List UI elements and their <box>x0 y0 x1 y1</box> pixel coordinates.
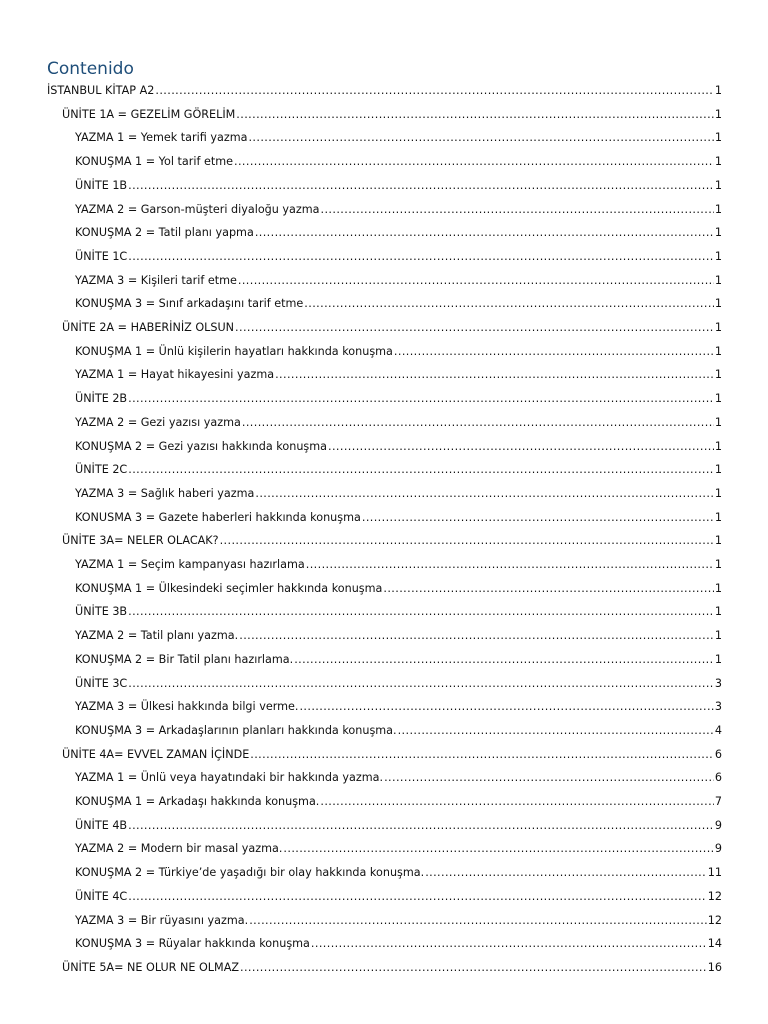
toc-entry[interactable] <box>62 104 722 126</box>
toc-entry-title: ÜNİTE 4C <box>75 889 128 903</box>
toc-page-number: 1 <box>714 439 722 453</box>
toc-page-number: 3 <box>714 676 722 690</box>
toc-entry-title: KONUŞMA 1 = Yol tarif etme <box>75 155 234 169</box>
toc-page-number: 1 <box>714 226 722 240</box>
toc-dot-leader <box>362 507 714 529</box>
toc-page-number: 9 <box>714 818 722 832</box>
toc-page-number: 1 <box>714 273 722 287</box>
toc-entry-title: ÜNİTE 4A= EVVEL ZAMAN İÇİNDE <box>62 747 250 761</box>
toc-entry[interactable] <box>75 767 722 789</box>
toc-page-number: 1 <box>714 534 722 548</box>
toc-entry-title: KONUŞMA 1 = Arkadaşı hakkında konuşma. <box>75 795 320 808</box>
toc-page-number: 1 <box>714 178 722 192</box>
toc-entry[interactable] <box>75 364 722 386</box>
toc-page-number: 9 <box>714 842 722 856</box>
toc-page-number: 1 <box>714 605 722 619</box>
toc-entry-title: KONUŞMA 2 = Gezi yazısı hakkında konuşma <box>75 439 327 453</box>
toc-entry-title: YAZMA 3 = Bir rüyasını yazma. <box>75 913 249 927</box>
toc-page-number: 1 <box>714 558 722 571</box>
toc-entry-title: YAZMA 3 = Ülkesi hakkında bilgi verme. <box>75 700 299 714</box>
toc-dot-leader <box>128 175 714 197</box>
toc-page-number: 14 <box>707 937 722 951</box>
toc-entry[interactable] <box>62 957 722 979</box>
toc-entry-title: İSTANBUL KİTAP A2 <box>47 84 155 97</box>
toc-page-number: 12 <box>707 889 722 903</box>
toc-entry[interactable] <box>75 862 722 884</box>
toc-entry[interactable] <box>75 436 722 458</box>
toc-entry[interactable] <box>75 933 722 955</box>
toc-dot-leader <box>306 554 714 576</box>
toc-entry[interactable] <box>75 791 722 813</box>
toc-dot-leader <box>383 578 713 600</box>
toc-entry-title: KONUŞMA 1 = Ülkesindeki seçimler hakkında konuşma <box>75 581 383 595</box>
toc-dot-leader <box>275 364 714 386</box>
toc-entry[interactable] <box>75 199 722 221</box>
toc-page-number: 1 <box>714 297 722 311</box>
toc-page-number: 1 <box>714 344 722 358</box>
toc-entry-title: ÜNİTE 2C <box>75 463 128 477</box>
toc-dot-leader <box>250 744 714 766</box>
toc-entry-title: KONUŞMA 2 = Tatil planı yapma <box>75 226 254 240</box>
toc-heading: Contenido <box>47 59 134 79</box>
toc-dot-leader <box>238 270 714 292</box>
toc-dot-leader <box>248 127 713 149</box>
toc-dot-leader <box>234 151 714 173</box>
toc-page-number: 1 <box>714 652 722 666</box>
toc-entry[interactable] <box>75 554 722 576</box>
toc-dot-leader <box>294 649 714 671</box>
toc-entry-title: ÜNİTE 5A= NE OLUR NE OLMAZ <box>62 960 240 974</box>
toc-dot-leader <box>128 246 714 268</box>
toc-page-number: 16 <box>707 960 722 974</box>
toc-entry-title: ÜNİTE 2A = HABERİNİZ OLSUN <box>62 321 235 334</box>
toc-page-number: 1 <box>714 581 722 595</box>
toc-dot-leader <box>398 720 714 742</box>
toc-entry-title: YAZMA 3 = Sağlık haberi yazma <box>75 486 255 500</box>
toc-dot-leader <box>242 412 714 434</box>
toc-entry[interactable] <box>75 910 722 932</box>
toc-dot-leader <box>255 222 714 244</box>
toc-entry[interactable] <box>62 317 722 339</box>
toc-dot-leader <box>311 933 707 955</box>
toc-page-number: 1 <box>714 107 722 121</box>
toc-page-number: 1 <box>714 249 722 263</box>
toc-entry-title: ÜNİTE 4B <box>75 818 128 832</box>
toc-entry-title: KONUSMA 3 = Gazete haberleri hakkında konuşma <box>75 510 361 524</box>
toc-page-number: 4 <box>714 723 722 737</box>
toc-page-number: 12 <box>707 913 722 927</box>
toc-entry[interactable] <box>75 222 722 244</box>
toc-dot-leader <box>239 625 714 647</box>
toc-page-number: 1 <box>714 155 722 169</box>
toc-entry[interactable] <box>62 530 722 552</box>
toc-entry-title: KONUŞMA 3 = Sınıf arkadaşını tarif etme <box>75 297 304 311</box>
toc-entry[interactable] <box>75 459 722 481</box>
toc-entry-title: ÜNİTE 1A = GEZELİM GÖRELİM <box>62 107 236 121</box>
toc-dot-leader <box>255 483 714 505</box>
toc-entry-title: YAZMA 3 = Kişileri tarif etme <box>75 273 237 287</box>
toc-entry[interactable] <box>75 483 722 505</box>
toc-entry[interactable] <box>75 151 722 173</box>
toc-page-number: 1 <box>714 629 722 643</box>
toc-dot-leader <box>235 317 714 339</box>
toc-dot-leader <box>128 601 714 623</box>
toc-entry-title: YAZMA 1 = Ünlü veya hayatındaki bir hakkında yazma. <box>75 771 384 785</box>
toc-dot-leader <box>220 530 714 552</box>
toc-entry[interactable] <box>75 815 722 837</box>
toc-entry[interactable] <box>75 696 722 718</box>
toc-entry[interactable] <box>75 246 722 268</box>
toc-entry-title: KONUŞMA 1 = Ünlü kişilerin hayatları hakkında konuşma <box>75 344 393 358</box>
toc-entry-title: KONUŞMA 2 = Bir Tatil planı hazırlama. <box>75 652 294 666</box>
toc-dot-leader <box>128 673 714 695</box>
toc-entry[interactable] <box>75 388 722 410</box>
toc-entry-title: YAZMA 1 = Seçim kampanyası hazırlama <box>75 558 305 571</box>
toc-dot-leader <box>240 957 707 979</box>
toc-page-number: 3 <box>714 700 722 714</box>
toc-entry-title: YAZMA 2 = Tatil planı yazma. <box>75 629 239 643</box>
toc-page-number: 1 <box>714 84 722 97</box>
toc-entry-title: ÜNİTE 3A= NELER OLACAK? <box>62 534 219 548</box>
toc-dot-leader <box>299 696 713 718</box>
toc-page-number: 7 <box>714 795 722 808</box>
toc-entry[interactable] <box>75 601 722 623</box>
toc-entry-title: KONUŞMA 2 = Türkiye’de yaşadığı bir olay hakkında konuşma. <box>75 866 425 880</box>
toc-dot-leader <box>128 459 714 481</box>
toc-page-number: 1 <box>714 321 722 334</box>
toc-dot-leader <box>249 910 707 932</box>
toc-entry[interactable] <box>75 578 722 600</box>
toc-entry-title: YAZMA 1 = Hayat hikayesini yazma <box>75 368 275 382</box>
toc-entry-title: ÜNİTE 1C <box>75 249 128 263</box>
toc-entry[interactable] <box>75 838 722 860</box>
toc-page-number: 1 <box>714 368 722 382</box>
toc-entry-title: ÜNİTE 1B <box>75 178 128 192</box>
toc-entry[interactable] <box>47 80 722 102</box>
toc-dot-leader <box>425 862 707 884</box>
toc-entry-title: YAZMA 2 = Gezi yazısı yazma <box>75 415 241 429</box>
toc-dot-leader <box>128 886 707 908</box>
toc-page-number: 1 <box>714 486 722 500</box>
toc-dot-leader <box>283 838 713 860</box>
toc-entry-title: YAZMA 2 = Garson-müşteri diyaloğu yazma <box>75 202 320 216</box>
toc-dot-leader <box>321 199 714 221</box>
toc-entry[interactable] <box>75 127 722 149</box>
toc-entry[interactable] <box>75 507 722 529</box>
toc-dot-leader <box>384 767 714 789</box>
toc-page-number: 1 <box>714 202 722 216</box>
toc-entry-title: KONUŞMA 3 = Rüyalar hakkında konuşma <box>75 937 310 951</box>
toc-entry[interactable] <box>75 175 722 197</box>
toc-page-number: 6 <box>714 771 722 785</box>
toc-entry[interactable] <box>75 341 722 363</box>
toc-dot-leader <box>320 791 714 813</box>
toc-entry[interactable] <box>75 720 722 742</box>
toc-entry-title: KONUŞMA 3 = Arkadaşlarının planları hakkında konuşma. <box>75 723 397 737</box>
toc-dot-leader <box>328 436 714 458</box>
toc-dot-leader <box>394 341 714 363</box>
toc-page-number: 1 <box>714 392 722 406</box>
toc-entry-title: ÜNİTE 2B <box>75 392 128 406</box>
toc-dot-leader <box>236 104 714 126</box>
toc-page-number: 1 <box>714 463 722 477</box>
toc-dot-leader <box>304 293 714 315</box>
toc-entry[interactable] <box>75 649 722 671</box>
toc-dot-leader <box>128 815 714 837</box>
toc-entry-title: ÜNİTE 3C <box>75 676 128 690</box>
toc-page-number: 1 <box>714 131 722 145</box>
toc-entry[interactable] <box>62 744 722 766</box>
toc-entry-title: YAZMA 1 = Yemek tarifi yazma <box>75 131 248 145</box>
toc-page-number: 1 <box>714 415 722 429</box>
toc-entry[interactable] <box>75 270 722 292</box>
toc-entry[interactable] <box>75 673 722 695</box>
toc-entry[interactable] <box>75 886 722 908</box>
toc-entry[interactable] <box>75 625 722 647</box>
toc-entry-title: YAZMA 2 = Modern bir masal yazma. <box>75 842 283 856</box>
toc-page-number: 6 <box>714 747 722 761</box>
toc-entry[interactable] <box>75 412 722 434</box>
toc-entry-title: ÜNİTE 3B <box>75 605 128 619</box>
toc-dot-leader <box>128 388 714 410</box>
toc-entry[interactable] <box>75 293 722 315</box>
toc-page-number: 11 <box>707 866 722 880</box>
toc-dot-leader <box>155 80 714 102</box>
toc-page-number: 1 <box>714 510 722 524</box>
